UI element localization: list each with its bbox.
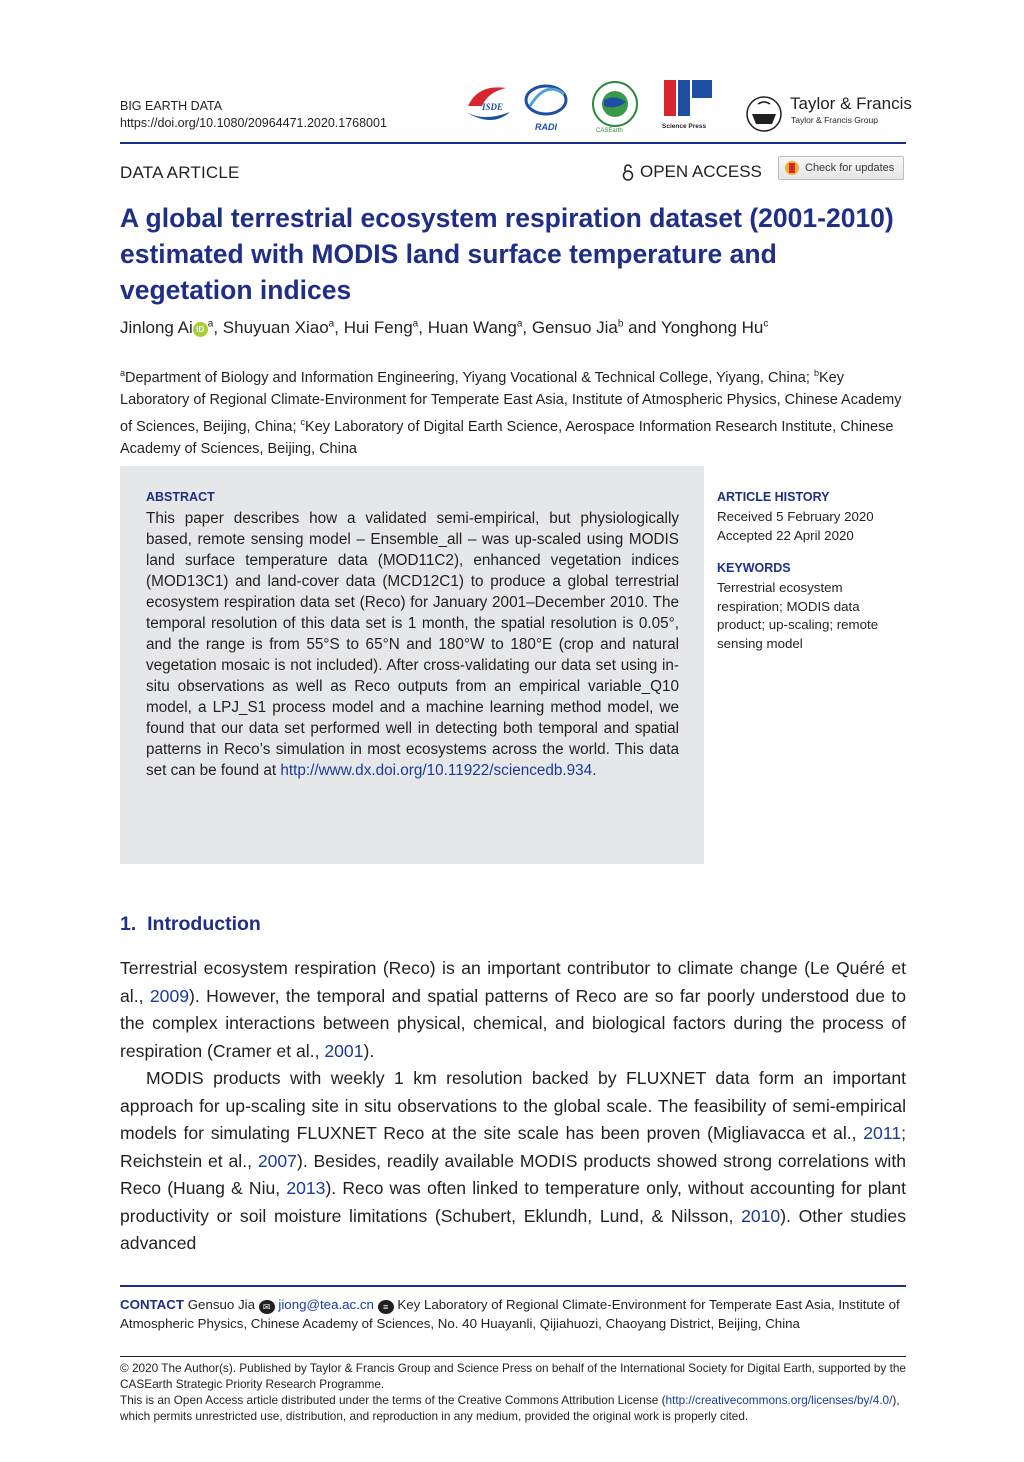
paragraph-text: ). Besides, readily available MODIS products showed strong correlations with Reco (Huang & Niu, — [120, 1150, 906, 1198]
footer-rule — [120, 1285, 906, 1287]
paragraph-text: ). Reco was often linked to temperature only, without accounting for plant productivity or soil moisture limitations (Schubert, Eklundh, Lund, & Nilsson, — [120, 1178, 906, 1226]
casearth-logo-text: CASEarth — [596, 128, 623, 134]
affiliation-mark: b — [813, 368, 819, 378]
citation-link[interactable]: 2009 — [149, 985, 190, 1006]
section-title: Introduction — [147, 913, 261, 935]
isde-logo-text: ISDE — [482, 102, 504, 112]
journal-header — [120, 98, 387, 132]
open-lock-icon — [622, 163, 634, 181]
accepted-date: Accepted 22 April 2020 — [717, 527, 854, 543]
radi-logo-text: RADI — [535, 122, 557, 132]
radi-logo — [526, 86, 566, 132]
abstract-body: This paper describes how a validated semi-empirical, but physiologically based, remote sensing model – Ensemble_all – was up-scaled using MODIS land surface temperature data (MOD11C2), enhanced vegetation indices (MOD13C1) and land-cover data (MCD12C1) to produce a global terrestrial ecosystem respiration data set (Reco) for January 2001–December 2010. The temporal resolution of this data set is 1 month, the spatial resolution is 0.05°, and the range is from 55°S to 65°N and 180°W to 180°E (crop and natural vegetation mosaic is not included). After cross-validating our data set using in-situ observations as well as Reco outputs from an empirical variable_Q10 model, a LPJ_S1 process model and a machine learning method model, we found that our data set performed well in detecting both temporal and spatial patterns in Reco’s simulation in most ecosystems across the world. This data set can be found at — [146, 510, 679, 779]
article-type: DATA ARTICLE — [120, 163, 240, 182]
author-separator: , — [213, 318, 223, 337]
author-name[interactable]: Gensuo Jia — [531, 318, 618, 337]
copyright-block — [120, 1360, 910, 1424]
journal-name: BIG EARTH DATA — [120, 99, 223, 113]
address-icon: ≡ — [378, 1300, 394, 1314]
keywords-heading: KEYWORDS — [717, 561, 791, 575]
paragraph-text: MODIS products with weekly 1 km resolution backed by FLUXNET data form an important approach for up-scaling site in situ observations to the global scale. The feasibility of semi-empirical models for simulating FLUXNET Reco at the site scale has been proven (Migliavacca et al., — [120, 1068, 906, 1143]
paragraph-text: ). Other studies advanced — [120, 1205, 906, 1253]
contact-info — [120, 1295, 910, 1333]
author-name[interactable]: Hui Feng — [343, 318, 413, 337]
casearth-logo — [593, 82, 637, 134]
citation-link[interactable]: 2010 — [741, 1205, 781, 1226]
license-pre: This is an Open Access article distributed under the terms of the Creative Commons Attribution License ( — [120, 1393, 666, 1407]
check-for-updates-label: Check for updates — [805, 162, 895, 174]
author-list — [120, 318, 768, 338]
affiliation-text: Key Laboratory of Digital Earth Science, Aerospace Information Research Institute, Chinese Academy of Sciences, Beijing, China — [120, 418, 894, 457]
paragraph-text: ; Reichstein et al., — [120, 1123, 906, 1171]
orcid-icon[interactable]: iD — [193, 322, 208, 337]
contact-name: Gensuo Jia — [187, 1297, 255, 1312]
author-name[interactable]: Jinlong Ai — [120, 318, 193, 337]
paragraph-text: ). However, the temporal and spatial patterns of Reco are so far poorly understood due to the complex interactions between physical, chemical, and biological factors during the process of respiration (Cramer et al., — [120, 985, 907, 1061]
affiliation-mark: a — [120, 368, 126, 378]
crossmark-icon — [784, 160, 800, 176]
header-rule — [120, 142, 906, 144]
section-number: 1. — [120, 913, 137, 935]
citation-link[interactable]: 2007 — [257, 1150, 297, 1171]
affiliation-mark: c — [300, 416, 306, 427]
license-post: ), which permits unrestricted use, distribution, and reproduction in any medium, provided the original work is properly cited. — [120, 1393, 900, 1423]
author-and: and — [623, 318, 661, 337]
license-link[interactable]: http://creativecommons.org/licenses/by/4.0/ — [665, 1393, 893, 1407]
dataset-link[interactable]: http://www.dx.doi.org/10.11922/sciencedb.934 — [280, 762, 593, 779]
partner-logos — [458, 76, 720, 134]
abstract-heading: ABSTRACT — [146, 490, 215, 504]
science-press-logo-text: Science Press — [662, 123, 707, 130]
author-affiliation-mark: c — [763, 318, 769, 330]
keywords-text: Terrestrial ecosystem respiration; MODIS data product; up-scaling; remote sensing model — [717, 580, 879, 651]
abstract-end: . — [592, 762, 597, 779]
article-history — [717, 508, 907, 545]
isde-logo — [466, 87, 510, 120]
paragraph — [120, 955, 906, 1065]
citation-link[interactable]: 2001 — [324, 1040, 364, 1061]
publisher-name: Taylor & Francis — [790, 94, 912, 113]
affiliation-text: Department of Biology and Information Engineering, Yiyang Vocational & Technical College, Yiyang, China; — [125, 369, 814, 386]
citation-link[interactable]: 2011 — [863, 1123, 902, 1143]
author-separator: , — [522, 318, 532, 337]
publisher-group: Taylor & Francis Group — [791, 115, 878, 125]
science-press-logo — [662, 80, 712, 130]
author-affiliation-mark: a — [328, 318, 335, 330]
author-affiliation-mark: a — [412, 318, 419, 330]
author-separator: , — [418, 318, 428, 337]
author-name[interactable]: Huan Wang — [427, 318, 517, 337]
author-affiliation-mark: a — [516, 318, 523, 330]
affiliation-text: Key Laboratory of Regional Climate-Environment for Temperate East Asia, Institute of Atmospheric Physics, Chinese Academy of Sciences, Beijing, China; — [120, 369, 902, 435]
author-affiliation-mark: a — [207, 318, 214, 330]
citation-link[interactable]: 2013 — [286, 1178, 326, 1198]
license-text — [120, 1392, 910, 1424]
email-icon: ✉ — [259, 1300, 275, 1314]
copyright-text: © 2020 The Author(s). Published by Taylor & Francis Group and Science Press on behalf of the International Society for Digital Earth, supported by the CASEarth Strategic Priority Research Programme. — [120, 1361, 906, 1391]
paragraph-text: ). — [363, 1040, 375, 1061]
author-separator: , — [334, 318, 344, 337]
open-access-label: OPEN ACCESS — [640, 162, 762, 181]
footer-divider — [120, 1356, 906, 1357]
contact-label: CONTACT — [120, 1297, 185, 1312]
contact-address: Key Laboratory of Regional Climate-Environment for Temperate East Asia, Institute of Atmospheric Physics, Chinese Academy of Sciences, No. 40 Huayanli, Qijiahuozi, Chaoyang District, Beijing, China — [120, 1297, 900, 1331]
article-title: A global terrestrial ecosystem respiration dataset (2001-2010) estimated with MODIS land surface temperature and vegetation indices — [120, 203, 894, 305]
paragraph — [120, 1065, 906, 1258]
author-name[interactable]: Yonghong Hu — [660, 318, 764, 337]
taylor-francis-icon — [744, 94, 784, 134]
paragraph-text: Terrestrial ecosystem respiration (Reco) is an important contributor to climate change (Le Quéré et al., — [120, 958, 906, 1006]
check-for-updates-button[interactable] — [778, 156, 904, 180]
contact-email-link[interactable]: jiong@tea.ac.cn — [278, 1297, 374, 1312]
doi-link[interactable]: https://doi.org/10.1080/20964471.2020.1768001 — [120, 116, 387, 130]
author-affiliation-mark: b — [617, 318, 624, 330]
body-text — [120, 955, 906, 1258]
abstract-text — [146, 508, 679, 781]
open-access-badge — [622, 162, 762, 182]
article-history-heading: ARTICLE HISTORY — [717, 490, 830, 504]
section-heading — [120, 913, 261, 936]
affiliations — [120, 362, 910, 460]
received-date: Received 5 February 2020 — [717, 509, 874, 524]
author-name[interactable]: Shuyuan Xiao — [222, 318, 329, 337]
